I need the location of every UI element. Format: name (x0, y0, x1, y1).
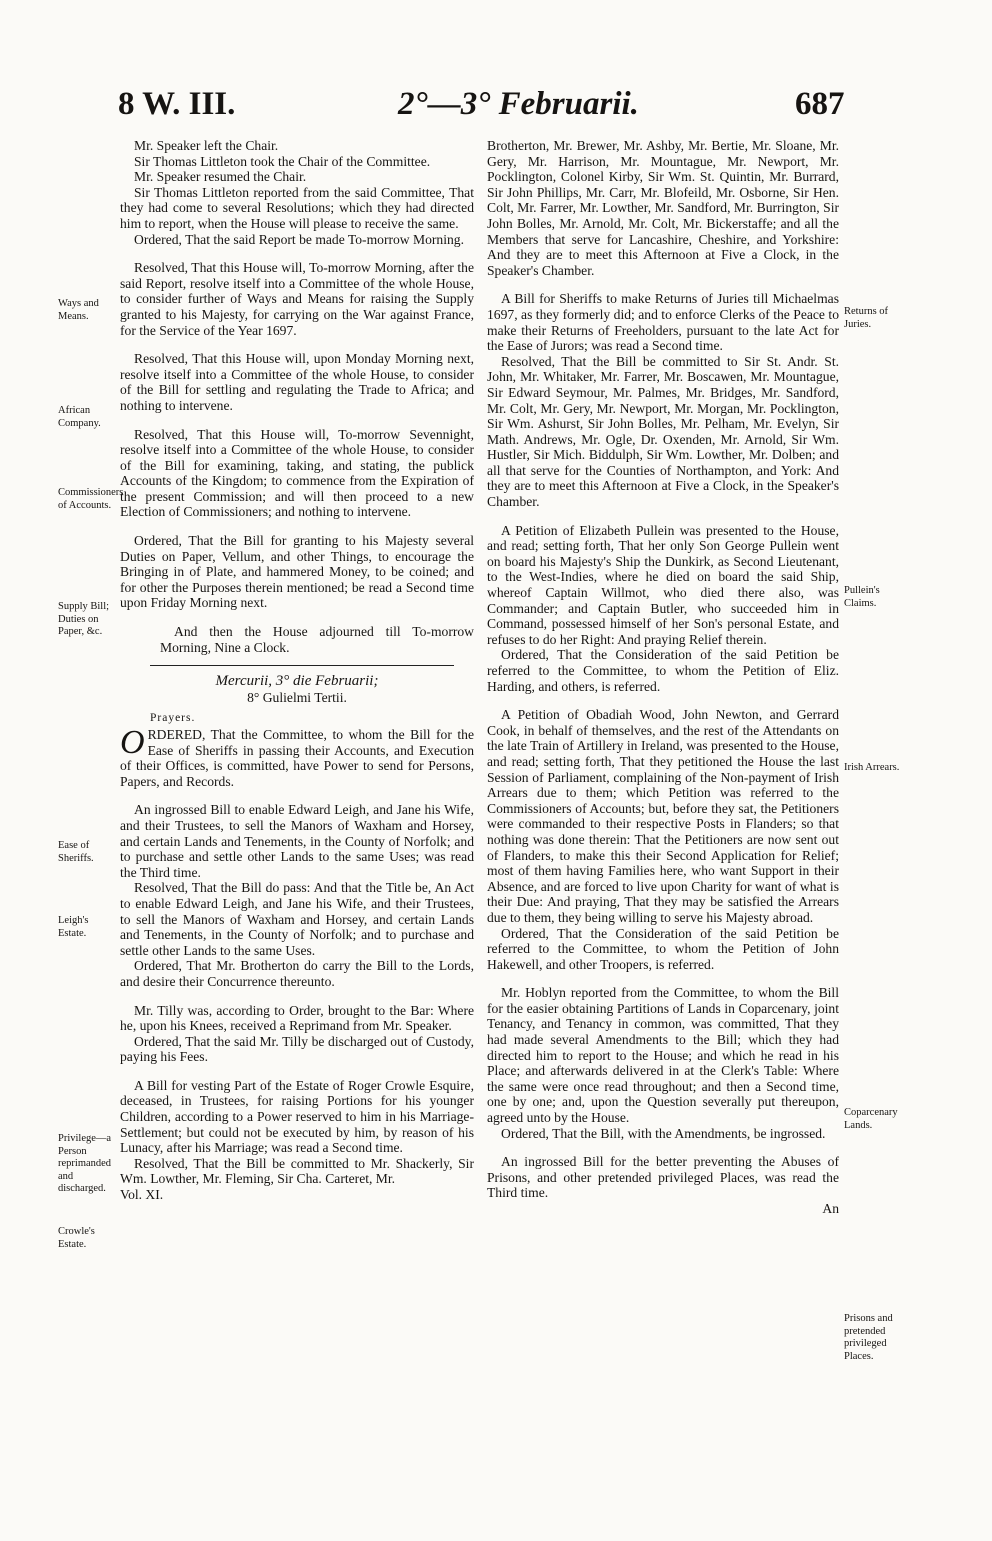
paragraph: Ordered, That Mr. Brotherton do carry the Bill to the Lords, and desire their Concurrence thereunto. (120, 958, 474, 989)
paragraph: Ordered, That the Bill for granting to his Majesty several Duties on Paper, Vellum, and other Things, to encourage the Bringing in of Plate, and hammered Money, to be coined; and for other the Purposes therein mentioned; be read a Second time upon Friday Morning next. (120, 533, 474, 611)
section-rule (150, 665, 454, 666)
left-column (120, 138, 474, 1203)
margin-note: Crowle's Estate. (58, 1226, 95, 1250)
paragraph: Mr. Tilly was, according to Order, brought to the Bar: Where he, upon his Knees, received a Reprimand from Mr. Speaker. (120, 1002, 474, 1034)
volume-footer: Vol. XI. (120, 1187, 164, 1203)
paragraph: ORDERED, That the Committee, to whom the Bill for the Ease of Sheriffs in passing their Accounts, and Execution of their Offices, is committed, have Power to send for Persons, Papers, and Records. (120, 724, 474, 789)
margin-note: Supply Bill; Duties on Paper, &c. (58, 601, 110, 637)
paragraph: Resolved, That this House will, upon Monday Morning next, resolve itself into a Committee of the whole House, to consider of the Bill for settling and regulating the Trade to Africa; and nothing to intervene. (120, 351, 474, 413)
margin-note: Prisons and pretended privileged Places. (844, 1313, 893, 1362)
margin-note: Privilege—a Person reprimanded and discharged. (58, 1133, 112, 1194)
paragraph: Resolved, That the Bill do pass: And that the Title be, An Act to enable Edward Leigh, and Jane his Wife, and their Trustees, to sell the Manors of Waxham and Horsey, and certain Lands and Tenements, in the County of Norfolk; and to purchase and settle other Lands to the same Uses. (120, 880, 474, 958)
paragraph: An ingrossed Bill to enable Edward Leigh, and Jane his Wife, and their Trustees, to sell the Manors of Waxham and Horsey, and certain Lands and Tenements, in the County of Norfolk; and to purchase and settle other Lands to the same Uses; was read the Third time. (120, 802, 474, 880)
reign-heading: 8° Gulielmi Tertii. (247, 689, 347, 705)
paragraph: Resolved, That this House will, To-morrow Sevennight, resolve itself into a Committee of the whole House, to consider of the Bill for examining, taking, and stating, the publick Accounts of the Kingdom; to commence from the Expiration of the present Commission; and will then proceed to a new Election of Commissioners; and nothing to intervene. (120, 426, 474, 520)
paragraph: Mr. Speaker resumed the Chair. (134, 169, 307, 185)
margin-note: Ways and Means. (58, 298, 99, 322)
paragraph: An ingrossed Bill for the better preventing the Abuses of Prisons, and other pretended privileged Places, was read the Third time. (487, 1154, 839, 1201)
page-header (0, 86, 992, 130)
paragraph: Resolved, That this House will, To-morrow Morning, after the said Report, resolve itself into a Committee of the whole House, to consider further of Ways and Means for raising the Supply granted to his Majesty, for carrying on the War against France, for the Service of the Year 1697. (120, 260, 474, 338)
margin-note: African Company. (58, 405, 101, 429)
regnal-year: 8 W. III. (118, 86, 236, 122)
paragraph: Ordered, That the Consideration of the said Petition be referred to the Committee, to whom the Petition of Eliz. Harding, and others, is referred. (487, 647, 839, 694)
paragraph: Sir Thomas Littleton took the Chair of the Committee. (134, 153, 431, 169)
paragraph: Ordered, That the said Mr. Tilly be discharged out of Custody, paying his Fees. (120, 1033, 474, 1065)
margin-note: Irish Arrears. (844, 762, 900, 773)
paragraph: Mr. Hoblyn reported from the Committee, to whom the Bill for the easier obtaining Partitions of Lands in Coparcenary, joint Tenancy, and Tenancy in common, was committed, That they had made several Amendments to the Bill; which they had directed him to report to the House; and which he read in his Place; and afterwards delivered in at the Clerk's Table: Where the same were once read throughout; and then a Second time, one by one; and, upon the Question severally put thereupon, agreed unto by the House. (487, 985, 839, 1126)
margin-note: Commissioners of Accounts. (58, 487, 124, 511)
paragraph: Resolved, That the Bill be committed to Mr. Shackerly, Sir Wm. Lowther, Mr. Fleming, Sir Cha. Carteret, Mr. (120, 1155, 474, 1187)
page-number: 687 (795, 86, 845, 122)
drop-cap: O (120, 724, 145, 761)
right-column (487, 138, 839, 1217)
margin-note: Ease of Sheriffs. (58, 840, 94, 864)
day-heading: Mercurii, 3° die Februarii; (215, 673, 379, 690)
adjournment: And then the House adjourned till To-morrow Morning, Nine a Clock. (160, 624, 474, 655)
margin-note: Coparcenary Lands. (844, 1107, 898, 1131)
paragraph: Ordered, That the said Report be made To-morrow Morning. (134, 231, 464, 247)
paragraph: Sir Thomas Littleton reported from the said Committee, That they had come to several Resolutions; which they had directed him to report, when the House will please to receive the same. (120, 184, 474, 231)
paragraph: Ordered, That the Bill, with the Amendments, be ingrossed. (501, 1125, 826, 1141)
paragraph: Brotherton, Mr. Brewer, Mr. Ashby, Mr. Bertie, Mr. Sloane, Mr. Gery, Mr. Harrison, Mr. Mountague, Mr. Newport, Mr. Pocklington, Colonel Kirby, Sir Wm. St. Quintin, Mr. Burrard, Sir John Phillips, Mr. Carr, Mr. Blofeild, Mr. Osborne, Sir Hen. Colt, Mr. Farrer, Mr. Lowther, Mr. Sandford, Mr. Burrington, Sir John Bolles, Mr. Arnold, Mr. Colt, Mr. Bickerstaffe; and all the Members that serve for Lancashire, Cheshire, and Yorkshire: And they are to meet this Afternoon at Five a Clock, in the Speaker's Chamber. (487, 138, 839, 278)
margin-note: Leigh's Estate. (58, 915, 89, 939)
paragraph: Mr. Speaker left the Chair. (134, 138, 279, 153)
paragraph: A Bill for vesting Part of the Estate of Roger Crowle Esquire, deceased, in Trustees, for raising Portions for his younger Children, according to a Power reserved to him in his Marriage-Settlement; but could not be executed by him, by reason of his Lunacy, after his Marriage; was read a Second time. (120, 1077, 474, 1156)
paragraph: A Petition of Elizabeth Pullein was presented to the House, and read; setting forth, That her only Son George Pullein went on board his Majesty's Ship the Dunkirk, as Second Lieutenant, to the West-Indies, where he died on board the said Ship, whereof Captain Willmot, who died there also, was Commander; and Captain Butler, who succeeded him in Command, possessed himself of her Son's personal Estate, and refuses to do her Right: And praying Relief therein. (487, 522, 839, 647)
date-heading: 2°—3° Februarii. (398, 86, 639, 122)
paragraph: Resolved, That the Bill be committed to Sir St. Andr. St. John, Mr. Whitaker, Mr. Farrer, Mr. Boscawen, Mr. Mountague, Sir Edward Seymour, Mr. Palmes, Mr. Bridges, Mr. Sandford, Mr. Colt, Mr. Gery, Mr. Newport, Mr. Morgan, Mr. Pocklington, Sir Wm. Ashurst, Sir John Bolles, Mr. Pelham, Mr. Evelyn, Sir Math. Andrews, Mr. Ogle, Dr. Oxenden, Mr. Arnold, Sir Wm. Hustler, Sir Mich. Biddulph, Sir Wm. Lowther, Mr. Dolben; and all that serve for the Counties of Northampton, and York: And they are to meet this Afternoon at Five a Clock, in the Speaker's Chamber. (487, 353, 839, 510)
paragraph: A Bill for Sheriffs to make Returns of Juries till Michaelmas 1697, as they formerly did; and to enforce Clerks of the Peace to make their Returns of Freeholders, pursuant to the late Act for the Ease of Jurors; was read a Second time. (487, 291, 839, 354)
paragraph: Ordered, That the Consideration of the said Petition be referred to the Committee, to whom the Petition of John Hakewell, and other Troopers, is referred. (487, 925, 839, 972)
margin-note: Returns of Juries. (844, 306, 889, 330)
prayers-heading: Prayers. (150, 712, 196, 725)
catchword: An (822, 1201, 839, 1216)
paragraph: A Petition of Obadiah Wood, John Newton, and Gerrard Cook, in behalf of themselves, and the rest of the Attendants on the late Train of Artillery in Ireland, was presented to the House, and read; setting forth, That they petitioned the House the last Session of Parliament, complaining of the Non-payment of Irish Arrears due to them; which Petition was referred to the Commissioners of Accounts; but, before they sat, the Petitioners were commanded to their respective Posts in Flanders; so that nothing was done therein: That the Petitioners are now sent out of Flanders, to make this their Second Application for Relief; most of them having Families here, who want Support in their Absence, and are forced to live upon Charity for want of what is their Due: And praying, That they may be satisfied the Arrears due to them, they being willing to serve his Majesty abroad. (487, 707, 839, 925)
margin-note: Pullein's Claims. (844, 585, 880, 609)
